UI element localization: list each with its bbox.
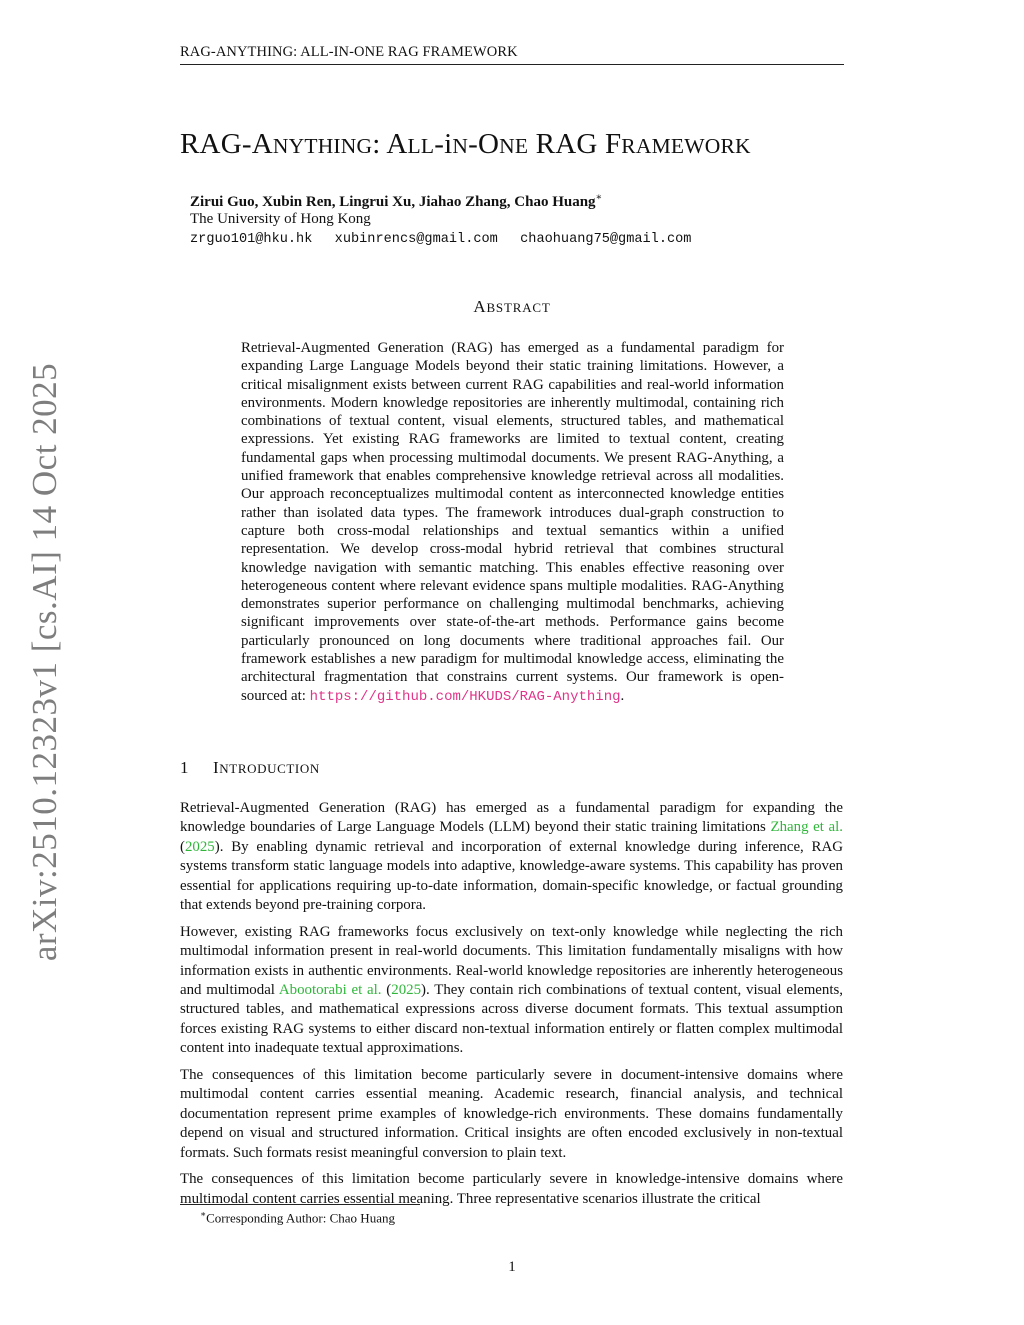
github-link[interactable]: https://github.com/HKUDS/RAG-Anything — [309, 688, 621, 705]
p1-text-b: ). By enabling dynamic retrieval and incorporation of external knowledge during inference, RAG systems transform static language models into adaptive, knowledge-aware systems. This capability has proven essential for applications requiring up-to-date information, domain-specific knowledge, or factual grounding that extends beyond pre-training corpora. — [180, 838, 843, 914]
citation-zhang-author[interactable]: Zhang et al. — [770, 819, 844, 836]
page-number: 1 — [508, 1259, 516, 1275]
affiliation: The University of Hong Kong — [190, 211, 371, 227]
citation-abootorabi-year[interactable]: 2025 — [391, 982, 422, 999]
p1-open: ( — [180, 838, 185, 855]
footnote-rule — [180, 1204, 420, 1205]
intro-paragraph-1 — [180, 799, 843, 915]
p1-text-a: Retrieval-Augmented Generation (RAG) has emerged as a fundamental paradigm for expanding the knowledge boundaries of Large Language Models (LLM) beyond their static training limitations — [180, 800, 843, 836]
header-rule — [180, 64, 844, 65]
introduction-body — [180, 799, 843, 1217]
title-text: RAG-ANYTHING: ALL-iN-ONE RAG FRAMEWORK — [180, 128, 751, 160]
intro-paragraph-3: The consequences of this limitation become particularly severe in document-intensive domains where multimodal content carries essential meaning. Academic research, financial analysis, and technical documentation represent prime examples of knowledge-rich environments. These domains fundamentally depend on visual and structured information. Critical insights are often encoded exclusively in non-textual formats. Such formats resist meaningful conversion to plain text. — [180, 1067, 843, 1161]
footnote-text: Corresponding Author: Chao Huang — [206, 1210, 395, 1226]
emails-text: zrguo101@hku.hk xubinrencs@gmail.com chaohuang75@gmail.com — [190, 232, 692, 247]
section-number: 1 — [180, 758, 190, 777]
intro-paragraph-4: The consequences of this limitation become particularly severe in knowledge-intensive domains where multimodal content carries essential meaning. Three representative scenarios illustrate the critical — [180, 1171, 843, 1207]
author-emails — [190, 232, 691, 247]
citation-zhang-year[interactable]: 2025 — [184, 838, 215, 855]
section-heading-introduction — [180, 758, 320, 778]
abstract-end: . — [620, 687, 625, 704]
author-names: Zirui Guo, Xubin Ren, Lingrui Xu, Jiahao Zhang, Chao Huang — [190, 194, 596, 210]
paper-title — [180, 128, 751, 161]
abstract-body — [241, 339, 784, 706]
citation-abootorabi-author[interactable]: Abootorabi et al. — [278, 982, 382, 999]
footnote — [200, 1209, 395, 1226]
footnote-mark: ∗ — [200, 1209, 207, 1219]
abstract-text: Retrieval-Augmented Generation (RAG) has emerged as a fundamental paradigm for expanding Large Language Models beyond their static training limitations. However, a critical misalignment exists between current RAG capabilities and real-world information environments. Modern knowledge repositories are inherently multimodal, containing rich combinations of textual content, visual elements, structured tables, and mathematical expressions. Yet existing RAG frameworks are limited to textual content, creating fundamental gaps when processing multimodal documents. We present RAG-Anything, a unified framework that enables comprehensive knowledge retrieval across all modalities. Our approach reconceptualizes multimodal content as interconnected knowledge entities rather than isolated data types. The framework introduces dual-graph construction to capture both cross-modal relationships and textual semantics within a unified representation. We develop cross-modal hybrid retrieval that combines structural knowledge navigation with semantic matching. This enables effective reasoning over heterogeneous content where relevant evidence spans multiple modalities. RAG-Anything demonstrates superior performance on challenging multimodal benchmarks, achieving significant improvements over state-of-the-art methods. Performance gains become particularly pronounced on long documents where traditional approaches fail. Our framework establishes a new paradigm for multimodal knowledge access, eliminating the architectural fragmentation that constrains current systems. Our framework is open-sourced at: — [241, 340, 784, 704]
p2-open: ( — [381, 982, 392, 999]
intro-paragraph-2 — [180, 923, 843, 1059]
abstract-heading-text: ABSTRACT — [473, 297, 551, 316]
p2-text-b: ). They contain rich combinations of textual content, visual elements, structured tables, and mathematical expressions across diverse document formats. This textual assumption forces existing RAG systems to either discard non-textual information entirely or flatten complex multimodal content into inadequate textual approximations. — [180, 982, 843, 1057]
running-header: RAG-ANYTHING: ALL-IN-ONE RAG FRAMEWORK — [180, 44, 518, 60]
p2-text-a: However, existing RAG frameworks focus exclusively on text-only knowledge while neglecting the rich multimodal information present in real-world documents. This limitation fundamentally misaligns with how information exists in authentic environments. Real-world knowledge repositories are inherently heterogeneous and multimodal — [180, 923, 843, 999]
abstract-heading — [0, 297, 1024, 317]
corresponding-author-mark: ∗ — [595, 192, 603, 203]
arxiv-identifier-stamp: arXiv:2510.12323v1 [cs.AI] 14 Oct 2025 — [25, 362, 64, 962]
section-title: INTRODUCTION — [213, 758, 320, 777]
author-list — [190, 192, 602, 211]
